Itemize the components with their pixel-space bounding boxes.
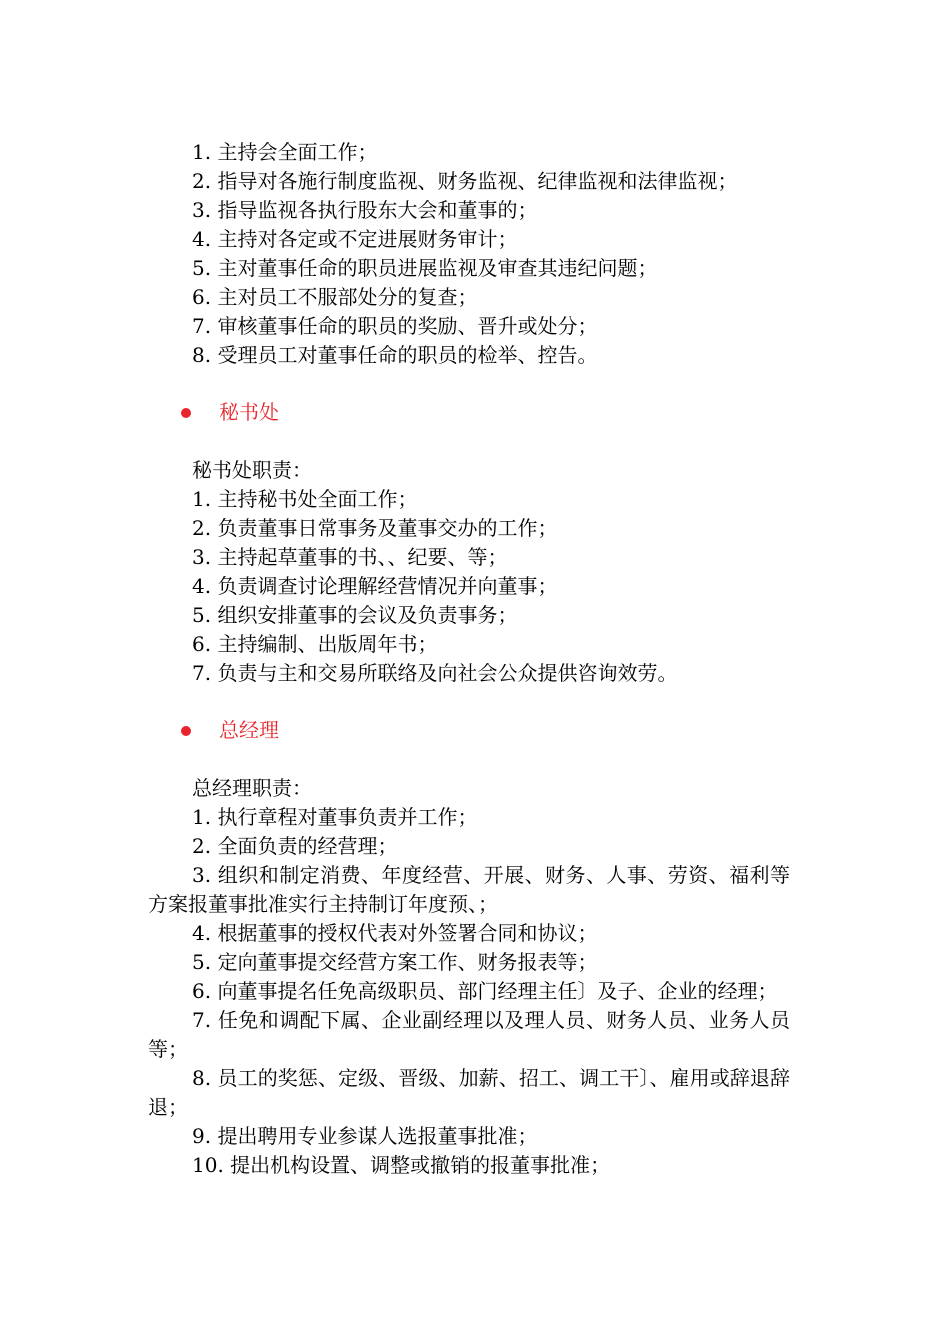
heading-text: 秘书处 bbox=[219, 400, 279, 424]
gm-list bbox=[148, 774, 790, 1180]
list-item: 6. 主持编制、出版周年书； bbox=[192, 632, 438, 656]
list-item: 5. 定向董事提交经营方案工作、财务报表等； bbox=[192, 950, 598, 974]
document-page bbox=[148, 138, 790, 1180]
duties-label: 秘书处职责： bbox=[192, 458, 312, 482]
list-item: 9. 提出聘用专业参谋人选报董事批准； bbox=[192, 1124, 538, 1148]
list-item: 8. 受理员工对董事任命的职员的检举、控告。 bbox=[192, 343, 598, 367]
list-item: 10. 提出机构设置、调整或撤销的报董事批准； bbox=[192, 1153, 611, 1177]
list-item: 8. 员工的奖惩、定级、晋级、加薪、招工、调工干〕、雇用或辞退辞退； bbox=[148, 1066, 790, 1119]
list-item: 4. 主持对各定或不定进展财务审计； bbox=[192, 227, 518, 251]
list-item: 7. 负责与主和交易所联络及向社会公众提供咨询效劳。 bbox=[192, 661, 678, 685]
bullet-dot-icon bbox=[181, 726, 191, 736]
list-item: 4. 根据董事的授权代表对外签署合同和协议； bbox=[192, 921, 598, 945]
list-item: 4. 负责调查讨论理解经营情况并向董事； bbox=[192, 574, 558, 598]
list-item: 3. 主持起草董事的书、、纪要、等； bbox=[192, 545, 508, 569]
list-item: 1. 主持会全面工作； bbox=[192, 140, 378, 164]
list-item: 2. 指导对各施行制度监视、财务监视、纪律监视和法律监视； bbox=[192, 169, 738, 193]
list-item: 1. 主持秘书处全面工作； bbox=[192, 487, 418, 511]
list-item: 5. 组织安排董事的会议及负责事务； bbox=[192, 603, 518, 627]
list-item: 3. 指导监视各执行股东大会和董事的； bbox=[192, 198, 538, 222]
list-item: 7. 任免和调配下属、企业副经理以及理人员、财务人员、业务人员等； bbox=[148, 1008, 790, 1061]
list-item: 6. 向董事提名任免高级职员、部门经理主任〕及子、企业的经理； bbox=[192, 979, 778, 1003]
secretariat-heading bbox=[148, 398, 790, 427]
list-item: 1. 执行章程对董事负责并工作； bbox=[192, 805, 478, 829]
list-item: 3. 组织和制定消费、年度经营、开展、财务、人事、劳资、福利等方案报董事批准实行主持制订年度预、； bbox=[148, 863, 790, 916]
heading-text: 总经理 bbox=[219, 718, 279, 742]
list-item: 5. 主对董事任命的职员进展监视及审查其违纪问题； bbox=[192, 256, 658, 280]
list-item: 6. 主对员工不服部处分的复查； bbox=[192, 285, 478, 309]
list-item: 2. 负责董事日常事务及董事交办的工作； bbox=[192, 516, 558, 540]
list-item: 2. 全面负责的经营理； bbox=[192, 834, 398, 858]
duties-label: 总经理职责： bbox=[192, 776, 312, 800]
section1-list bbox=[148, 138, 790, 370]
bullet-dot-icon bbox=[181, 408, 191, 418]
list-item: 7. 审核董事任命的职员的奖励、晋升或处分； bbox=[192, 314, 598, 338]
gm-heading bbox=[148, 716, 790, 745]
secretariat-list bbox=[148, 456, 790, 688]
